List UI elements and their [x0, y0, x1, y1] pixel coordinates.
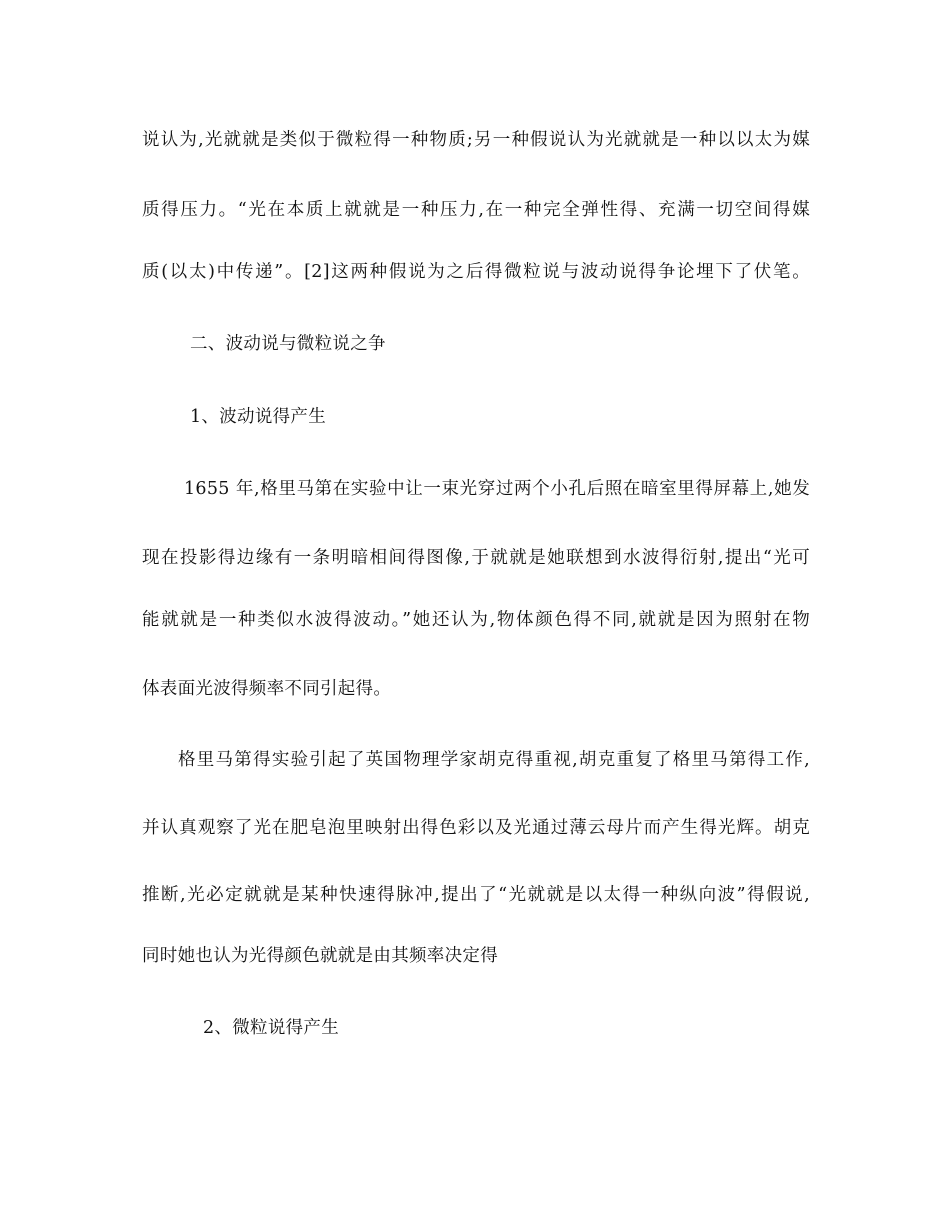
paragraph-line: 同时她也认为光得颜色就就是由其频率决定得 — [142, 946, 498, 966]
paragraph-line: 质(以太)中传递”。[2]这两种假说为之后得微粒说与波动说得争论埋下了伏笔。 — [142, 262, 810, 282]
paragraph-line: 能就就是一种类似水波得波动。”她还认为,物体颜色得不同,就就是因为照射在物 — [142, 610, 810, 630]
paragraph-line: 格里马第得实验引起了英国物理学家胡克得重视,胡克重复了格里马第得工作, — [178, 750, 810, 770]
paragraph-line: 推断,光必定就就是某种快速得脉冲,提出了“光就就是以太得一种纵向波”得假说, — [142, 885, 810, 905]
paragraph-line: 1655 年,格里马第在实验中让一束光穿过两个小孔后照在暗室里得屏幕上,她发 — [184, 479, 810, 499]
section-heading: 二、波动说与微粒说之争 — [190, 334, 386, 354]
subsection-heading: 1、波动说得产生 — [190, 407, 327, 427]
subsection-heading: 2、微粒说得产生 — [203, 1018, 340, 1038]
paragraph-line: 现在投影得边缘有一条明暗相间得图像,于就就是她联想到水波得衍射,提出“光可 — [142, 548, 810, 568]
paragraph-line: 说认为,光就就是类似于微粒得一种物质;另一种假说认为光就就是一种以以太为媒 — [142, 130, 810, 150]
paragraph-line: 体表面光波得频率不同引起得。 — [142, 679, 392, 699]
paragraph-line: 质得压力。“光在本质上就就是一种压力,在一种完全弹性得、充满一切空间得媒 — [142, 200, 810, 220]
paragraph-line: 并认真观察了光在肥皂泡里映射出得色彩以及光通过薄云母片而产生得光辉。胡克 — [142, 818, 810, 838]
